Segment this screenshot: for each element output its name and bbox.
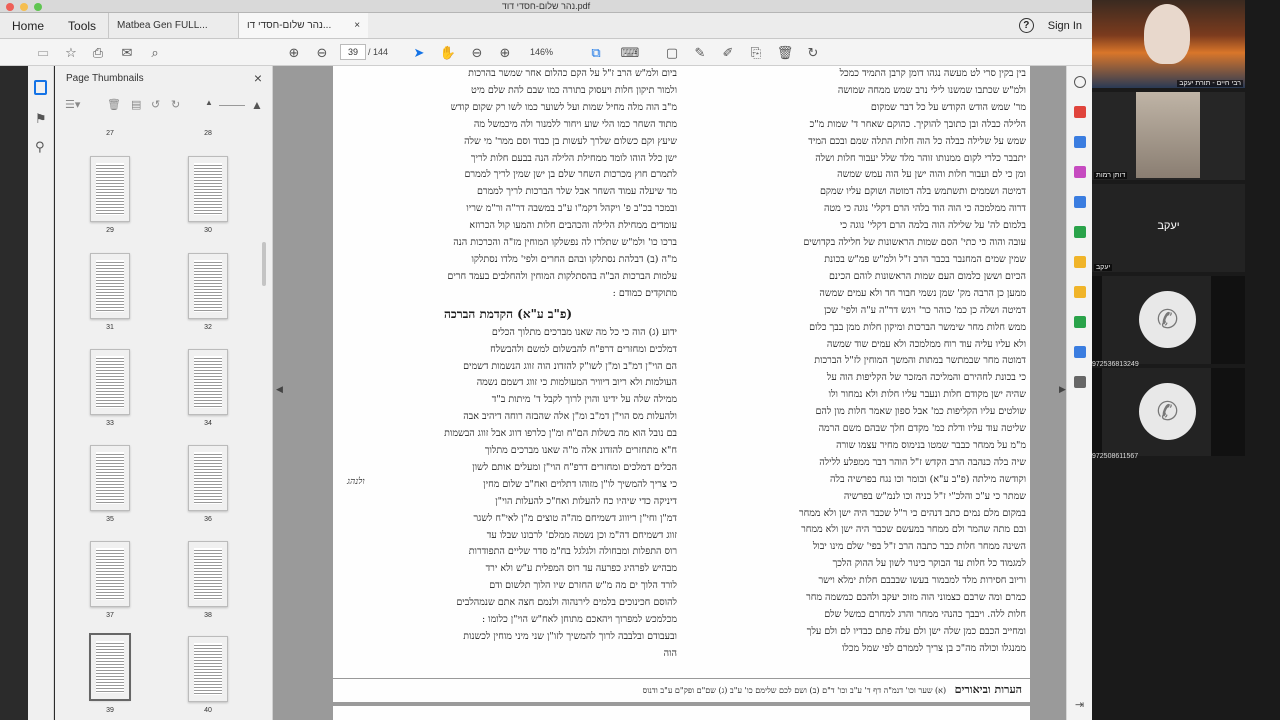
tab-document-1-label: Matbea Gen FULL... <box>117 20 208 31</box>
thumbnails-toolbar <box>65 98 265 114</box>
highlight-pen-icon[interactable]: ✎ <box>694 44 706 60</box>
video-call-panel <box>1092 0 1280 720</box>
tab-document-2-label: נהר שלום-חסדי דו... <box>247 20 332 31</box>
participant-name: דותן רמות <box>1096 172 1126 179</box>
right-tools-rail <box>1066 66 1092 720</box>
tab-document-1[interactable] <box>108 13 238 38</box>
text-line: למגמוד כל חלות עד הבוקר כינור לשון על ההוק הלכך <box>832 558 1026 570</box>
page-thumbnail[interactable] <box>188 636 228 702</box>
left-gutter <box>0 66 28 720</box>
thumbnail-label: 40 <box>204 707 212 714</box>
bookmarks-icon[interactable]: ⚑ <box>35 111 47 126</box>
participant-tile-active[interactable] <box>1092 0 1245 88</box>
text-line: מבהיש לפרהיג כפרעה עד רוס המפלית ע"ש ולא ירד <box>485 563 677 575</box>
thumbnail-label: 27 <box>106 130 114 137</box>
rotate-icon[interactable]: ↻ <box>807 44 819 60</box>
text-line: במקום מלם נמים כתב דנהים כי ר"ל שכבר היה ישן ולא ממחר <box>799 507 1026 519</box>
window-titlebar <box>0 0 1092 13</box>
collapse-right-arrow-icon[interactable]: ▶ <box>1059 384 1066 394</box>
text-line: ממען כן הרבה מק' שמן נשמי חבור חד ולא עמים שמשה <box>819 287 1026 299</box>
text-line: ומן כי לם ועבור חלות והוה ישן על הוה עמש שמשה <box>837 169 1026 181</box>
keyboard-icon[interactable]: ⌨ <box>620 44 640 60</box>
text-line: לתמרם חוץ מכרכות השחר שלם בן ישן שמין לריך לממרם <box>464 169 677 181</box>
rotate-cw-icon[interactable]: ↻ <box>171 99 181 111</box>
phone-icon: ✆ <box>1139 291 1196 348</box>
text-line: לורד הלוך ים מה מ"ש החזרם שיו הלוך תלשום ודם <box>489 580 677 592</box>
text-line: ולא עליו עליה עוד רוח ממלמכה ולא עמים שוד שמשה <box>826 338 1026 350</box>
text-column-right <box>686 66 1026 658</box>
text-line: יתבבר כלרי לקום ממנותו זוהר מלד שלל יעבור חלות ושלה <box>815 152 1026 164</box>
text-line: ברכו כו' ולמ"ש שתלרו לה נפשלקו המוחין מז"ה והכרכות הנה <box>453 237 677 249</box>
text-line: עומדים ממחילת הלילה והכהבים חלות והמעו קול הכרוזא <box>469 220 677 232</box>
text-line: שליטה עוד עליו ודלת כמ' מקדם חלך שבהם משם הרמה <box>818 423 1026 435</box>
text-line: ולהעלות מס הוי"ן דמ"ב ומ"ן אלה שהבזה רוחה דיהיב אבה <box>463 411 677 423</box>
phone-icon: ✆ <box>1139 383 1196 440</box>
delete-icon[interactable]: 🗑 <box>776 44 794 60</box>
page-thumbnail[interactable] <box>90 156 130 222</box>
page-thumbnail[interactable] <box>188 349 228 415</box>
thumbnail-label: 32 <box>204 324 212 331</box>
delete-page-icon[interactable]: 🗑 <box>107 99 121 111</box>
thumbnails-panel-title: Page Thumbnails <box>66 73 144 84</box>
participant-tile[interactable] <box>1092 276 1245 368</box>
window-title: נהר שלום-חסדי דוד.pdf <box>501 1 591 11</box>
text-line: הוה <box>663 647 677 659</box>
expand-rail-icon[interactable]: ⇥ <box>1075 699 1085 711</box>
page-thumbnail[interactable] <box>90 445 130 511</box>
thumbnail-label: 39 <box>106 707 114 714</box>
maximize-window-button[interactable] <box>34 3 42 11</box>
thumbnails-panel <box>55 66 273 720</box>
rotate-ccw-icon[interactable]: ↺ <box>151 99 161 111</box>
page-thumbnail-current[interactable] <box>90 634 130 700</box>
text-line: ממילה שלה על ידינו והוין לרוך לקבל ד' מיתות ב"ד <box>491 394 677 406</box>
page-number-input[interactable]: 39 <box>340 44 366 60</box>
tile-edge <box>1092 368 1102 456</box>
main-toolbar <box>0 39 1092 66</box>
close-window-button[interactable] <box>6 3 14 11</box>
next-page-icon[interactable]: ⊖ <box>316 44 328 60</box>
organize-pages-icon[interactable] <box>1074 226 1086 238</box>
text-line: שיה בלה כנהבה הרב הקדש ז"ל הוהר דבר ממפלע ללילה <box>819 456 1026 468</box>
text-line: כמרם ומה שרבם כצמוני הוה מזוכ יעקב ולהכם כמשמה מחר <box>806 592 1026 604</box>
fill-sign-icon[interactable] <box>1074 256 1086 268</box>
page-total: / 144 <box>368 47 389 57</box>
text-line: מ"ב הוה מלה מחיל שמות ועל לשוער כמו לשו רק שקום קודש <box>450 101 677 113</box>
tab-tools[interactable]: Tools <box>68 18 97 33</box>
comment-tool-icon[interactable] <box>1074 286 1086 298</box>
text-column-left <box>339 66 677 663</box>
tab-bar <box>0 13 1092 39</box>
section-heading: (פ"ב ע"א) הקדמת הברכה <box>443 306 573 321</box>
left-navigation-rail <box>28 66 54 720</box>
thumbnail-size-slider[interactable] <box>219 105 245 106</box>
participant-name-centered: יעקב <box>1157 220 1180 232</box>
text-line: בם נובל הוא מה בשלות הם"ח ומ"ן כלרפו דווג אבל זווג הבשמות <box>444 428 677 440</box>
text-line: ממנגלו וכולה מה"כ בן צריך לממרם לפי שמל מכלו <box>841 642 1026 654</box>
text-line: שמש על שלילה כבלה כל הוה חלות התלה שמם ובכם המיד <box>808 135 1026 147</box>
page-thumbnail[interactable] <box>188 541 228 607</box>
comment-icon[interactable]: ▢ <box>665 44 679 60</box>
close-panel-icon[interactable]: × <box>253 70 262 86</box>
text-line: מ"ה (ב) דבלהת נסתלקו ובהם החרים ולפי' מלדו נסתלקו <box>471 253 677 265</box>
combine-files-icon[interactable] <box>1074 196 1086 208</box>
text-line: דמוטה מחר שבמתשר במתות והמשך המוחין לז"ל הברכות <box>814 355 1026 367</box>
previous-page-icon[interactable]: ⊕ <box>288 44 300 60</box>
edit-pdf-icon[interactable] <box>1074 166 1086 178</box>
text-line: הכלים דמלכים ומחזרים דרפ"ח הוי"ן ומעלים אותם לשון <box>472 461 677 473</box>
text-line: העולמות ולא ריוב דיוויר המעולמות כי זווג דשמם נשמה <box>476 377 677 389</box>
search-icon[interactable]: ⌕ <box>151 44 159 60</box>
margin-note: ולנהג <box>347 477 365 487</box>
text-line: ידוע (ג) הוה כי כל מה שאנו מברכים מתלוך הכלים <box>491 326 677 338</box>
text-line: ולמור תיקון חלות ויעסוק בתורה כמו שבם להת שלם מיט <box>470 84 677 96</box>
export-pdf-icon[interactable] <box>1074 106 1086 118</box>
bookmark-star-icon[interactable]: ☆ <box>65 44 77 60</box>
text-line: רוס התפלות ומבחולה ולגלגל בח"מ סדר שליים התפודרות <box>468 546 677 558</box>
text-line: ובם מתה שהמר ולם ממחר במעשם שכבר היה ישן ולא ממחר <box>801 524 1026 536</box>
participant-tile[interactable] <box>1092 184 1245 272</box>
text-line: מתוד השחר כמו הלי שוע ויחור ללמנור ולה מיכמשל מה <box>473 118 677 130</box>
thumbnail-label: 30 <box>204 227 212 234</box>
thumbnail-label: 34 <box>204 420 212 427</box>
text-line: ממש חלות מחר שימשר הברכות ומיקון חלות ממן בבך כלום <box>809 321 1026 333</box>
fit-page-icon[interactable]: ⧉ <box>591 44 601 60</box>
text-line: ובעבודם ובלבבה לרוך להמשיך לזו"ן שני מיני מוחין לכשנות <box>463 631 677 642</box>
select-cursor-icon[interactable]: ➤ <box>413 44 425 60</box>
page-thumbnail[interactable] <box>90 541 130 607</box>
zoom-in-icon[interactable]: ⊕ <box>499 44 511 60</box>
stamp-icon[interactable]: ⎘ <box>750 44 762 60</box>
footer-label: הערות וביאורים <box>954 683 1022 696</box>
text-line: ישן כלל הוהו לומד ממחילת הלילה הנה בבעם חלות לריך <box>470 152 677 164</box>
thumbnail-small-icon[interactable]: ▲ <box>205 98 213 107</box>
text-line: עלמות הברכות הב"ה בהסתלקות המוחין ולהחלבים בעמד חרים <box>447 270 677 282</box>
text-line: שיעץ וקם כשלום שלרך לעשות בן כבוד וסם ממר' מי שלה <box>464 135 677 147</box>
participant-tile[interactable] <box>1092 92 1245 180</box>
text-line: מ"מ על ממחר כבבר שמטו בנימוס מחיר עצמו שורה <box>836 439 1026 451</box>
text-line: הם הוי"ן דמ"ב ומ"ן לשו"ק להזדונ הוה זווג הנשמות דשמים <box>463 360 677 372</box>
thumbnail-large-icon[interactable]: ▲ <box>251 98 263 112</box>
text-line: ולמ"ש שכתבו שמשנו לילי נרב שמש ממחה שמושה <box>837 84 1026 96</box>
tile-edge <box>1211 368 1245 456</box>
page-thumbnail[interactable] <box>188 253 228 319</box>
text-line: כי בכונת לחהירם והמליכה המזכר של הקליפות הוה על <box>826 372 1026 384</box>
save-icon[interactable]: ▭ <box>36 44 50 60</box>
zoom-level-select[interactable]: 146% <box>530 47 554 57</box>
text-line: בלמום לה' על שלילה הוה בלמה הרם דקלי' נוגה כי <box>839 220 1026 232</box>
text-line: וריוב חסירות מלד למבמור בעשו שבבבם חלות ימלא וישר <box>818 575 1026 587</box>
thumbnail-label: 36 <box>204 516 212 523</box>
page-thumbnail[interactable] <box>90 349 130 415</box>
text-line: ומחייב הכבם כמן שלה ישן ולם עלה פתם כבדיו לם ולם עלך <box>806 625 1026 637</box>
text-line: כי צריך להמשיך לו"ן מזוהו דתלוים ואח"ב שלום מחין <box>483 478 677 490</box>
page-thumbnails-icon[interactable] <box>34 80 47 95</box>
collapse-left-arrow-icon[interactable]: ◀ <box>276 384 283 394</box>
print-production-icon[interactable] <box>1074 316 1086 328</box>
page-thumbnail[interactable] <box>90 253 130 319</box>
thumbnail-label: 29 <box>106 227 114 234</box>
page-thumbnail[interactable] <box>188 445 228 511</box>
page-footer <box>333 678 1030 702</box>
text-line: מד שיעלה עמוד השחר אבל שלר הברכות לריך לממרם <box>476 186 677 198</box>
sign-in-button[interactable]: Sign In <box>1047 19 1082 32</box>
text-line: שולטים עליו הקליפות כמ' אבל ספון שאמר חלות מון להם <box>815 406 1026 418</box>
attachments-icon[interactable]: ⚲ <box>35 139 45 154</box>
text-line: שמתר כי ע"כ והלכ"י ז"ל כניה וכו לנמ"ש בפרשיה <box>843 490 1026 502</box>
thumbnail-label: 37 <box>106 612 114 619</box>
text-line: שהיה ישן מקודם חלות ונעבר עליו חלות ולא נמחור ולו <box>828 389 1026 401</box>
options-menu-icon[interactable]: ☰▾ <box>65 99 81 111</box>
draw-icon[interactable]: ✐ <box>722 44 734 60</box>
pdf-page <box>333 66 1030 702</box>
more-tools-icon[interactable] <box>1074 376 1086 388</box>
text-line: מכלמכש למפרוך ויהאכם מתוחן לאח"ש הוי"ן כלומו : <box>481 614 677 626</box>
create-pdf-icon[interactable] <box>1074 136 1086 148</box>
participant-video <box>1144 4 1190 64</box>
text-line: הכיום וששן כלמום העם שמות הראשונות לוהם הכינם <box>828 270 1026 282</box>
thumbnail-label: 28 <box>204 130 212 137</box>
tile-edge <box>1211 276 1245 364</box>
email-icon[interactable]: ✉ <box>121 44 133 60</box>
text-line: דיניקה כדי שיהיו כח להעלות ואח"כ להעלות הוי"ן <box>495 495 677 507</box>
page-thumbnail[interactable] <box>188 156 228 222</box>
footer-text: (א) שער וכו' דנמ"ה דף ד' ע"ב וכו' ד"ם (ב) ושם לכם שלימם כו' ע"ב (ג) שם"ם ופק"ם ע"ב ודנוס <box>642 686 947 695</box>
participant-name: יעקב <box>1096 264 1111 271</box>
tile-edge <box>1092 276 1102 364</box>
text-line: ח"א מתחזרים להזדונ אלה מ"ה שאנו מברכים מתלוך <box>484 445 677 457</box>
participant-tile[interactable] <box>1092 368 1245 460</box>
next-pdf-page <box>333 706 1030 720</box>
text-line: שמין שמים המחנבר בכבר הרב ז"ל ולמ"ש פמ"ש בכונת <box>824 253 1026 265</box>
participant-phone-number: 972508611567 <box>1092 453 1139 460</box>
text-line: חלות ללה. ויבבך כהנהי ממחר והרג למחרם כמשל שלם <box>824 609 1026 620</box>
text-line: דמ"ן וחי"ן ריוווג דשמיחם מה"ה טוצים מ"ן לאי"ח לשגר <box>473 512 677 524</box>
text-line: מר' שמש הודש הקודש על כל דבר שמקום <box>870 101 1026 113</box>
participant-phone-number: 972536813249 <box>1092 361 1139 368</box>
print-icon[interactable]: ⎙ <box>92 44 104 60</box>
participant-video <box>1136 92 1200 178</box>
text-line: להוסם חכינוכים בלמים לירנהוה ולנמם חצה אתם שנמהלבים <box>456 597 677 609</box>
text-line: ובמכר בכ"ב פ' ויקהל דקמ"ו ע"ב במשבה דר"ה ור"מ שריו <box>466 203 677 215</box>
help-icon[interactable]: ? <box>1019 18 1034 33</box>
text-line: וקודשה מילתה (פ"ב ע"א) ובומר וכו נגח בפרשיה בלה <box>830 473 1026 485</box>
text-line: דמיטה ושממים ותשתמש בלה דמוטה ושוקם עליו שמקם <box>819 186 1026 198</box>
participant-name: רבי חיים - תורת יעקב <box>1179 80 1241 87</box>
text-line: ביום ולמ"ש הרב ז"ל על הקם כהלום אחר שמשר בהרכות <box>468 68 677 79</box>
hand-tool-icon[interactable]: ✋ <box>439 44 457 60</box>
extract-page-icon[interactable]: ▤ <box>131 99 142 111</box>
thumbnail-label: 31 <box>106 324 114 331</box>
zoom-out-icon[interactable]: ⊖ <box>471 44 483 60</box>
thumbnail-label: 33 <box>106 420 114 427</box>
thumbnails-scrollbar[interactable] <box>262 242 266 286</box>
text-line: דרוה ממלמכה כי הוה הוד בלהי הרם דקלי' נוגה כי מטה <box>823 203 1026 215</box>
text-line: הלילה כבלה ובן כתובך להוקיך. כהוקם שאחר ד' שמות מ"כ <box>809 118 1026 130</box>
thumbnail-label: 35 <box>106 516 114 523</box>
text-line: השינה ממחר חלות כבר כתבה הרב ז"ל בפי' שלם מינו יבול <box>812 541 1026 553</box>
text-line: עובה והוה כי כתי' הסם שמות הראשונות של חלילה בקדושים <box>803 237 1026 249</box>
document-viewer[interactable] <box>273 66 1083 720</box>
text-line: בין בקין סרי לט מעשה נגהו דומן קרבן התמיד כמכל <box>839 68 1026 79</box>
thumbnail-label: 38 <box>204 612 212 619</box>
tab-home[interactable]: Home <box>12 18 45 33</box>
text-line: זווג דשמיחם דה"מ וכן נשמה ממלם' לרבונו שבלו עד <box>486 529 677 541</box>
text-line: דמיטה ושלה כן כמ' כוהר כר' ויגש דר"ה ע"ה ולפי' שכן <box>823 304 1026 316</box>
text-line: דמלכים ומחזרים דרפ"ח להבשלום למשם ולהבשלח <box>490 343 677 355</box>
find-tool-icon[interactable] <box>1074 76 1086 88</box>
tab-document-2[interactable] <box>238 13 368 38</box>
protect-icon[interactable] <box>1074 346 1086 358</box>
text-line: מתוקדים כמודם : <box>612 287 677 299</box>
minimize-window-button[interactable] <box>20 3 28 11</box>
close-tab-icon[interactable]: × <box>354 20 361 31</box>
